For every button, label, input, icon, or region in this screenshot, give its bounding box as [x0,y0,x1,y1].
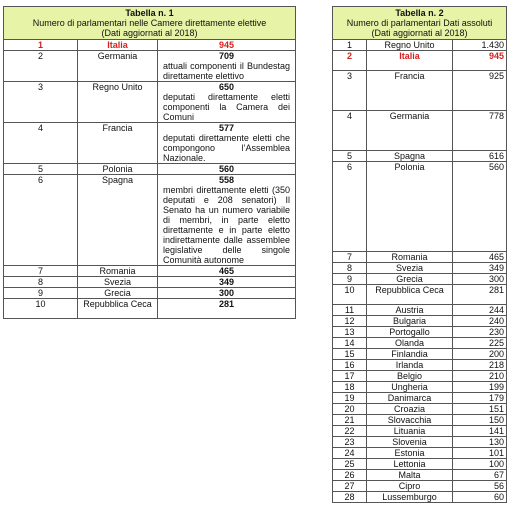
row-value: 67 [453,470,507,481]
table1-note: (Dati aggiornati al 2018) [101,28,198,38]
row-value: 151 [453,404,507,415]
table-row [333,151,507,162]
row-value-cell [158,164,296,175]
row-description: deputati direttamente eletti che compongono l’Assemblea Nazionale. [163,133,291,163]
row-country: Regno Unito [367,40,453,51]
row-value: 101 [453,448,507,459]
table-row [333,263,507,274]
row-description: membri direttamente eletti (350 deputati e 208 senatori) Il Senato ha un numero variabile di membri, in parte eletto direttamente e in parte eletto indirettamente dalle assemblee legislative delle singole Comunità autonome [163,185,291,265]
row-country: Olanda [367,338,453,349]
table-row [333,316,507,327]
row-rank: 8 [4,277,78,288]
row-value: 150 [453,415,507,426]
row-rank: 27 [333,481,367,492]
row-country: Polonia [367,162,453,252]
row-rank: 5 [333,151,367,162]
row-value: 560 [218,164,235,174]
row-country: Spagna [78,175,158,266]
row-rank: 7 [4,266,78,277]
row-value-cell [158,266,296,277]
row-country: Grecia [78,288,158,299]
row-rank: 24 [333,448,367,459]
table-row [333,360,507,371]
table-row [4,266,296,277]
row-country: Belgio [367,371,453,382]
row-rank: 19 [333,393,367,404]
row-value: 225 [453,338,507,349]
row-rank: 28 [333,492,367,503]
row-value: 199 [453,382,507,393]
row-country: Irlanda [367,360,453,371]
row-country: Italia [367,51,453,71]
table-row [333,415,507,426]
row-country: Svezia [78,277,158,288]
row-value: 560 [453,162,507,252]
row-rank: 9 [333,274,367,285]
row-value: 558 [218,175,235,185]
row-country: Croazia [367,404,453,415]
row-value: 210 [453,371,507,382]
row-rank: 23 [333,437,367,448]
table-row [4,51,296,82]
row-country: Repubblica Ceca [367,285,453,305]
table-row [4,277,296,288]
table-row [4,123,296,164]
table-row [333,162,507,252]
row-value-cell [158,123,296,164]
row-rank: 6 [4,175,78,266]
row-country: Ungheria [367,382,453,393]
row-country: Austria [367,305,453,316]
table-row [333,492,507,503]
row-rank: 16 [333,360,367,371]
table-row [4,299,296,319]
table-row [333,349,507,360]
row-country: Germania [367,111,453,151]
row-value: 218 [453,360,507,371]
row-value: 244 [453,305,507,316]
row-rank: 3 [4,82,78,123]
row-value: 60 [453,492,507,503]
row-country: Bulgaria [367,316,453,327]
table2-note: (Dati aggiornati al 2018) [371,28,468,38]
row-country: Lituania [367,426,453,437]
row-country: Germania [78,51,158,82]
row-value: 465 [218,266,235,276]
row-value: 130 [453,437,507,448]
table-row [4,175,296,266]
row-value: 349 [453,263,507,274]
row-value: 616 [453,151,507,162]
row-rank: 2 [333,51,367,71]
row-country: Grecia [367,274,453,285]
row-rank: 11 [333,305,367,316]
row-country: Italia [78,40,158,51]
row-country: Francia [78,123,158,164]
table-row [4,164,296,175]
row-value: 281 [453,285,507,305]
table-row [333,111,507,151]
row-value-cell [158,175,296,266]
row-rank: 12 [333,316,367,327]
row-value: 281 [218,299,235,309]
table-row [333,338,507,349]
table-row [333,437,507,448]
row-rank: 1 [4,40,78,51]
row-value: 349 [218,277,235,287]
table-row [333,51,507,71]
row-rank: 15 [333,349,367,360]
row-description: attuali componenti il Bundestag direttamente elettivo [163,61,291,81]
row-rank: 26 [333,470,367,481]
table-row [333,426,507,437]
row-description: deputati direttamente eletti componenti la Camera dei Comuni [163,92,291,122]
row-rank: 9 [4,288,78,299]
row-country: Malta [367,470,453,481]
row-country: Danimarca [367,393,453,404]
row-rank: 1 [333,40,367,51]
row-country: Cipro [367,481,453,492]
row-country: Finlandia [367,349,453,360]
table-row [333,252,507,263]
row-value: 240 [453,316,507,327]
row-value: 709 [218,51,235,61]
row-rank: 22 [333,426,367,437]
row-value: 650 [218,82,235,92]
table1-body [4,40,296,319]
table-row [333,404,507,415]
row-country: Lettonia [367,459,453,470]
table-row [333,274,507,285]
table-row [333,305,507,316]
row-rank: 25 [333,459,367,470]
row-country: Francia [367,71,453,111]
row-rank: 21 [333,415,367,426]
table-row [333,481,507,492]
table-row [333,448,507,459]
table1-subtitle: Numero di parlamentari nelle Camere direttamente elettive [32,18,267,28]
table-row [333,71,507,111]
row-value-cell [158,299,296,319]
row-rank: 3 [333,71,367,111]
table-parlamentari-assoluti [332,6,507,503]
row-rank: 8 [333,263,367,274]
table-row [333,393,507,404]
row-value: 200 [453,349,507,360]
row-value: 56 [453,481,507,492]
row-value-cell [158,277,296,288]
row-value: 945 [453,51,507,71]
table-row [333,459,507,470]
row-country: Repubblica Ceca [78,299,158,319]
row-value: 778 [453,111,507,151]
row-rank: 13 [333,327,367,338]
table2-title: Tabella n. 2 [395,8,444,18]
row-country: Romania [78,266,158,277]
row-value: 300 [218,288,235,298]
row-value-cell [158,40,296,51]
row-value: 100 [453,459,507,470]
table2-subtitle: Numero di parlamentari Dati assoluti [346,18,493,28]
table-row [333,285,507,305]
row-rank: 10 [333,285,367,305]
row-value: 465 [453,252,507,263]
row-value-cell [158,51,296,82]
row-value: 945 [218,40,235,50]
row-value: 577 [218,123,235,133]
row-country: Regno Unito [78,82,158,123]
row-value-cell [158,288,296,299]
row-country: Lussemburgo [367,492,453,503]
row-value: 1.430 [453,40,507,51]
table2-body [333,40,507,503]
row-country: Spagna [367,151,453,162]
row-value: 179 [453,393,507,404]
row-rank: 6 [333,162,367,252]
row-rank: 10 [4,299,78,319]
row-rank: 5 [4,164,78,175]
row-country: Romania [367,252,453,263]
row-rank: 2 [4,51,78,82]
table-row [333,371,507,382]
row-value-cell [158,82,296,123]
table1-header [4,7,296,40]
table1-title: Tabella n. 1 [125,8,174,18]
row-rank: 17 [333,371,367,382]
row-value: 230 [453,327,507,338]
row-country: Svezia [367,263,453,274]
table-row [333,470,507,481]
row-country: Polonia [78,164,158,175]
row-country: Estonia [367,448,453,459]
row-rank: 14 [333,338,367,349]
row-rank: 4 [4,123,78,164]
row-country: Slovacchia [367,415,453,426]
table-row [333,40,507,51]
row-value: 141 [453,426,507,437]
table2-header [333,7,507,40]
row-country: Slovenia [367,437,453,448]
table-row [333,382,507,393]
table-row [4,40,296,51]
row-rank: 4 [333,111,367,151]
row-rank: 7 [333,252,367,263]
table-row [4,82,296,123]
table-parlamentari-elettive [3,6,296,319]
row-value: 925 [453,71,507,111]
row-value: 300 [453,274,507,285]
row-country: Portogallo [367,327,453,338]
table-row [4,288,296,299]
row-rank: 18 [333,382,367,393]
row-rank: 20 [333,404,367,415]
table-row [333,327,507,338]
